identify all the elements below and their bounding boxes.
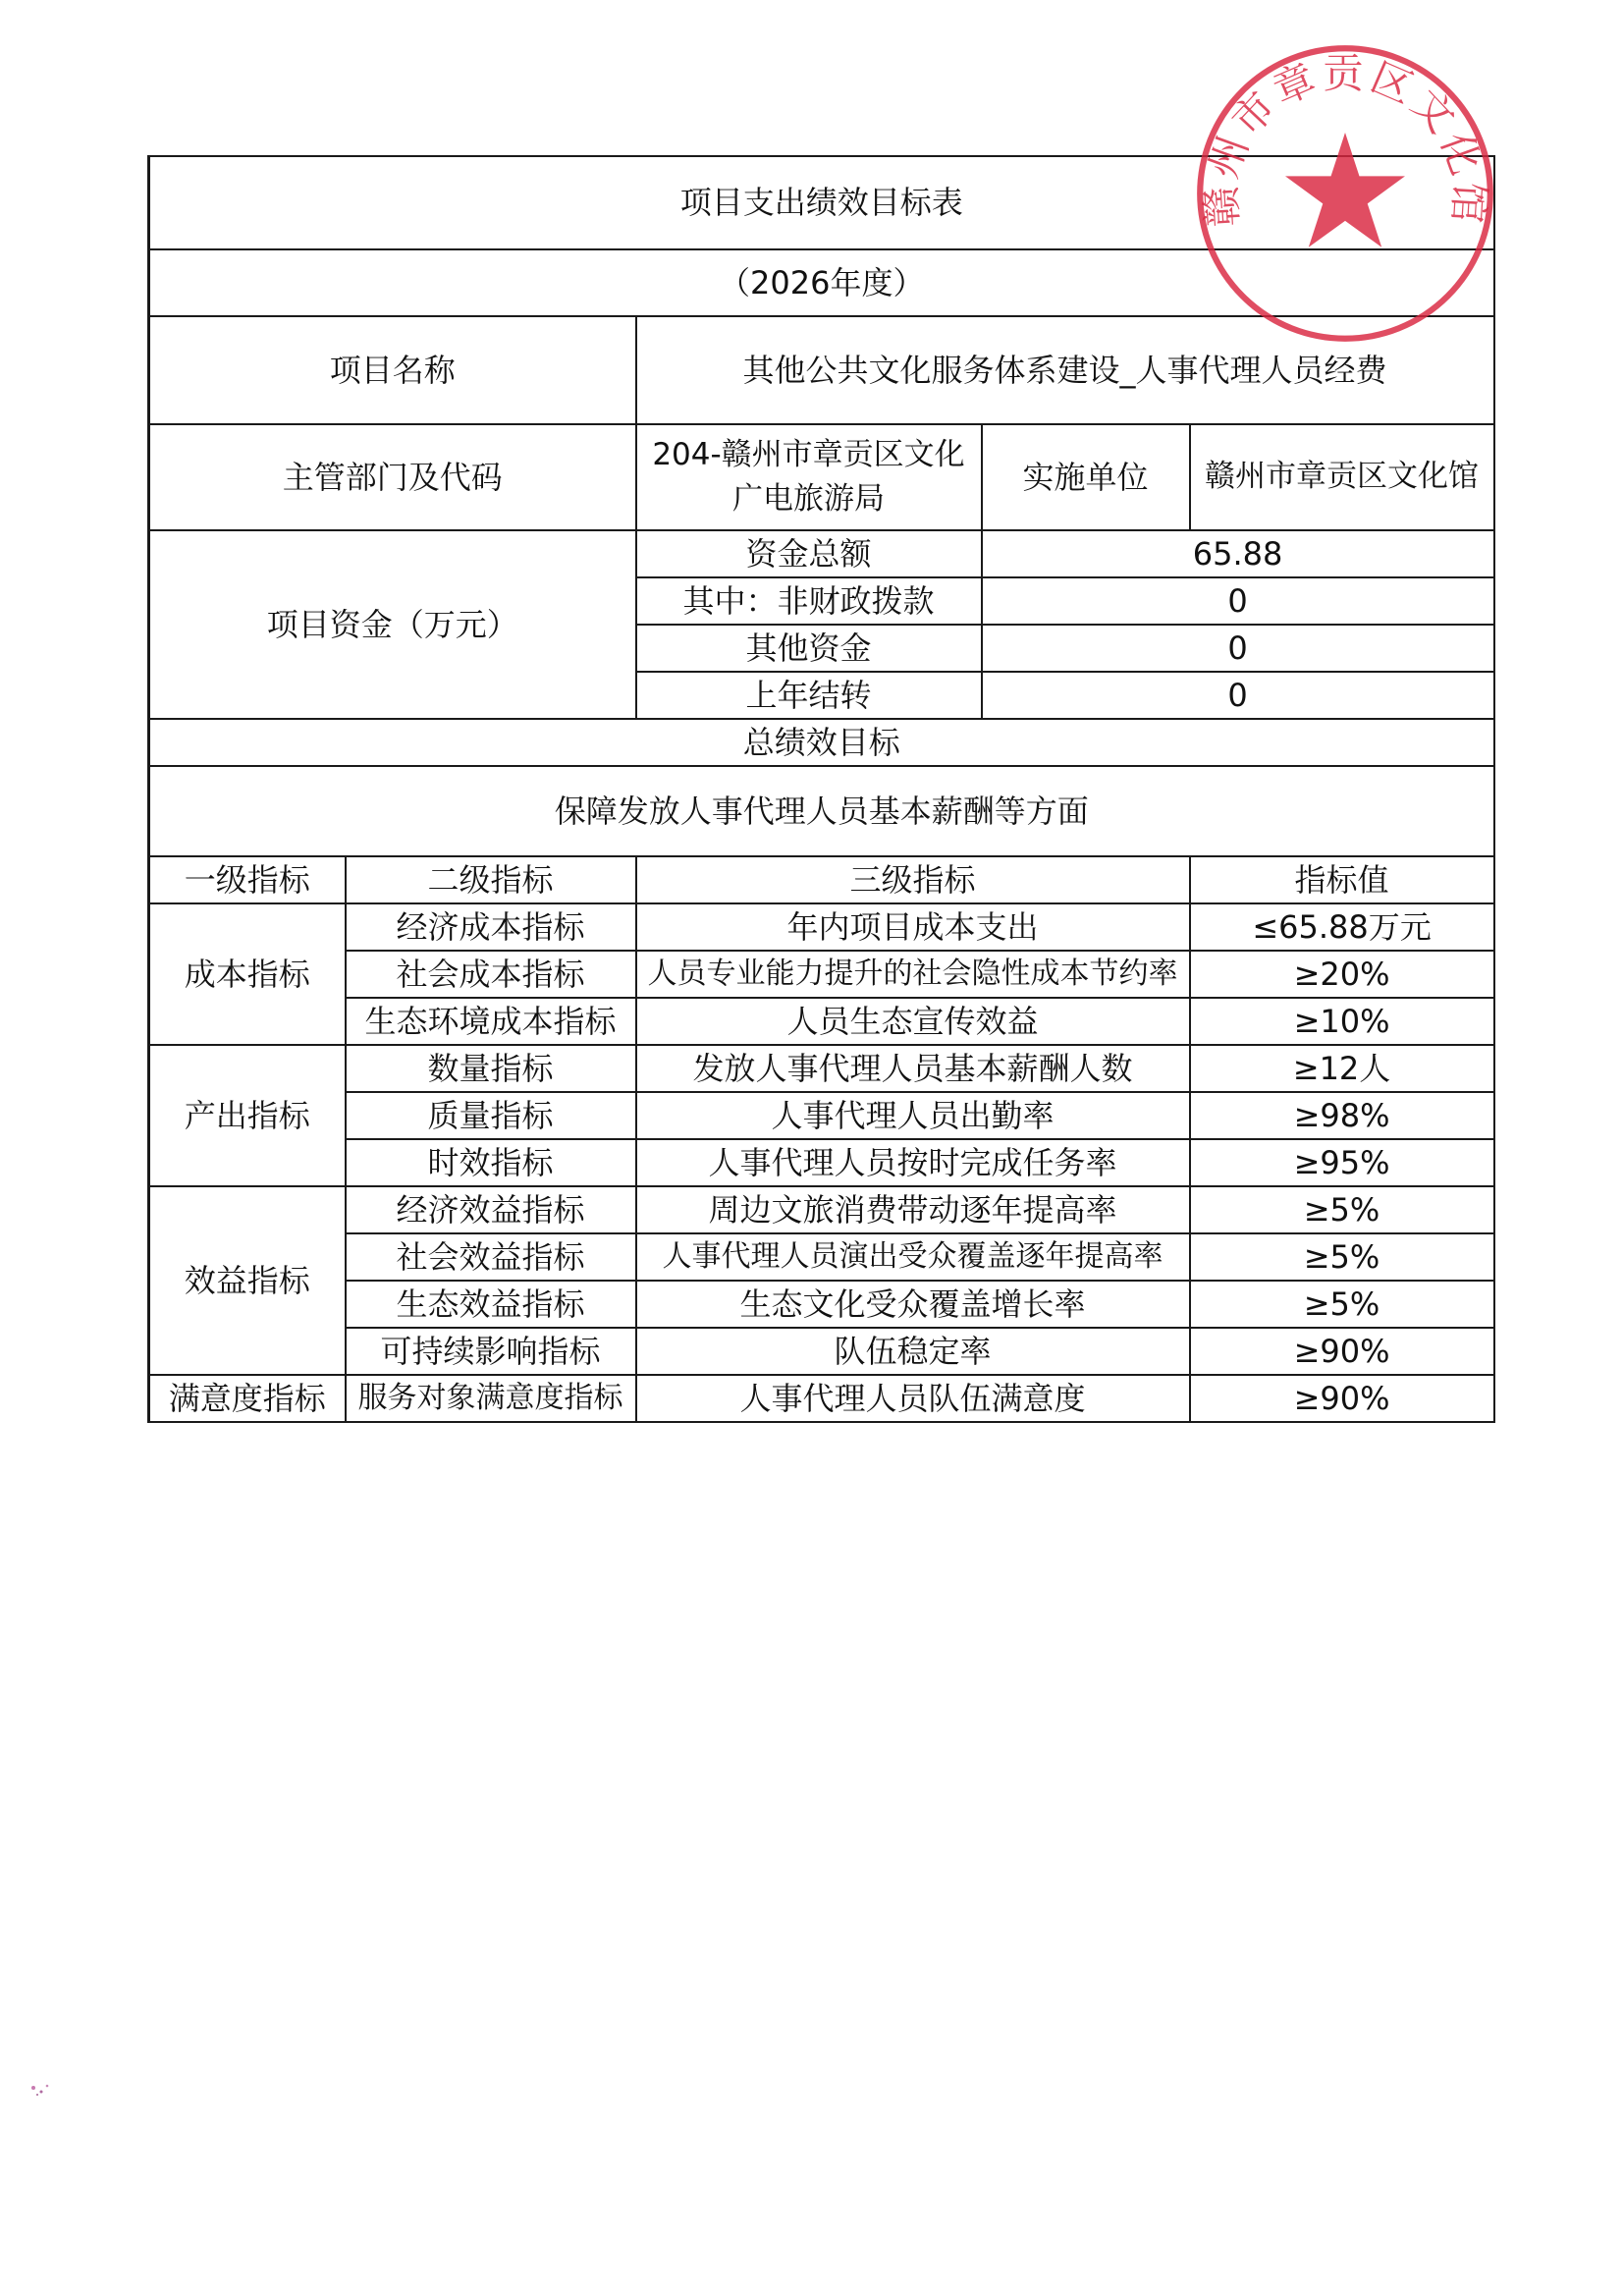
- indicator-level2: 社会成本指标: [346, 951, 636, 998]
- indicator-level2: 社会效益指标: [346, 1233, 636, 1281]
- funds-label: 项目资金（万元）: [149, 530, 636, 719]
- overall-goal-text: 保障发放人事代理人员基本薪酬等方面: [149, 766, 1494, 856]
- indicator-level1: 成本指标: [149, 903, 346, 1045]
- indicator-value: ≥90%: [1190, 1328, 1494, 1375]
- indicator-value: ≥90%: [1190, 1375, 1494, 1422]
- table-title: 项目支出绩效目标表: [149, 156, 1494, 249]
- indicator-level3: 人员专业能力提升的社会隐性成本节约率: [636, 951, 1190, 998]
- seal-star-icon: [1285, 133, 1405, 247]
- scan-speck: [27, 2080, 57, 2100]
- funds-row-value: 65.88: [982, 530, 1494, 577]
- indicator-level3: 队伍稳定率: [636, 1328, 1190, 1375]
- indicator-level1: 效益指标: [149, 1186, 346, 1375]
- indicator-value: ≥5%: [1190, 1186, 1494, 1233]
- indicator-value: ≥20%: [1190, 951, 1494, 998]
- funds-row-label: 上年结转: [636, 672, 982, 719]
- header-value: 指标值: [1190, 856, 1494, 903]
- indicator-level2: 经济效益指标: [346, 1186, 636, 1233]
- funds-row-label: 资金总额: [636, 530, 982, 577]
- indicator-level3: 发放人事代理人员基本薪酬人数: [636, 1045, 1190, 1092]
- indicator-level3: 生态文化受众覆盖增长率: [636, 1281, 1190, 1328]
- indicator-level3: 周边文旅消费带动逐年提高率: [636, 1186, 1190, 1233]
- header-level2: 二级指标: [346, 856, 636, 903]
- unit-label: 实施单位: [982, 424, 1190, 530]
- indicator-level1: 满意度指标: [149, 1375, 346, 1422]
- indicator-value: ≥98%: [1190, 1092, 1494, 1139]
- funds-row-value: 0: [982, 625, 1494, 672]
- fiscal-year: （2026年度）: [149, 249, 1494, 316]
- indicator-level3: 人事代理人员出勤率: [636, 1092, 1190, 1139]
- funds-row-value: 0: [982, 577, 1494, 625]
- header-level1: 一级指标: [149, 856, 346, 903]
- official-seal-stamp: [1193, 41, 1497, 346]
- indicator-level2: 可持续影响指标: [346, 1328, 636, 1375]
- indicator-value: ≤65.88万元: [1190, 903, 1494, 951]
- indicator-level2: 生态效益指标: [346, 1281, 636, 1328]
- funds-row-label: 其中：非财政拨款: [636, 577, 982, 625]
- indicator-level1: 产出指标: [149, 1045, 346, 1186]
- indicator-level3: 人事代理人员队伍满意度: [636, 1375, 1190, 1422]
- indicator-level3: 年内项目成本支出: [636, 903, 1190, 951]
- indicator-value: ≥5%: [1190, 1281, 1494, 1328]
- funds-row-value: 0: [982, 672, 1494, 719]
- indicator-level3: 人事代理人员演出受众覆盖逐年提高率: [636, 1233, 1190, 1281]
- indicator-level2: 时效指标: [346, 1139, 636, 1186]
- unit-value: 赣州市章贡区文化馆: [1190, 424, 1494, 530]
- project-name-value: 其他公共文化服务体系建设_人事代理人员经费: [636, 316, 1494, 424]
- funds-row-label: 其他资金: [636, 625, 982, 672]
- indicator-level3: 人事代理人员按时完成任务率: [636, 1139, 1190, 1186]
- indicator-level2: 服务对象满意度指标: [346, 1375, 636, 1422]
- indicator-value: ≥95%: [1190, 1139, 1494, 1186]
- indicator-level2: 经济成本指标: [346, 903, 636, 951]
- indicator-value: ≥12人: [1190, 1045, 1494, 1092]
- project-name-label: 项目名称: [149, 316, 636, 424]
- indicator-level2: 质量指标: [346, 1092, 636, 1139]
- indicator-level2: 数量指标: [346, 1045, 636, 1092]
- seal-text-path: 赣州市章贡区文化馆: [1197, 50, 1493, 229]
- dept-value: 204-赣州市章贡区文化广电旅游局: [636, 424, 982, 530]
- header-level3: 三级指标: [636, 856, 1190, 903]
- indicator-level2: 生态环境成本指标: [346, 998, 636, 1045]
- overall-goal-label: 总绩效目标: [149, 719, 1494, 766]
- indicator-level3: 人员生态宣传效益: [636, 998, 1190, 1045]
- indicator-value: ≥5%: [1190, 1233, 1494, 1281]
- indicator-value: ≥10%: [1190, 998, 1494, 1045]
- dept-label: 主管部门及代码: [149, 424, 636, 530]
